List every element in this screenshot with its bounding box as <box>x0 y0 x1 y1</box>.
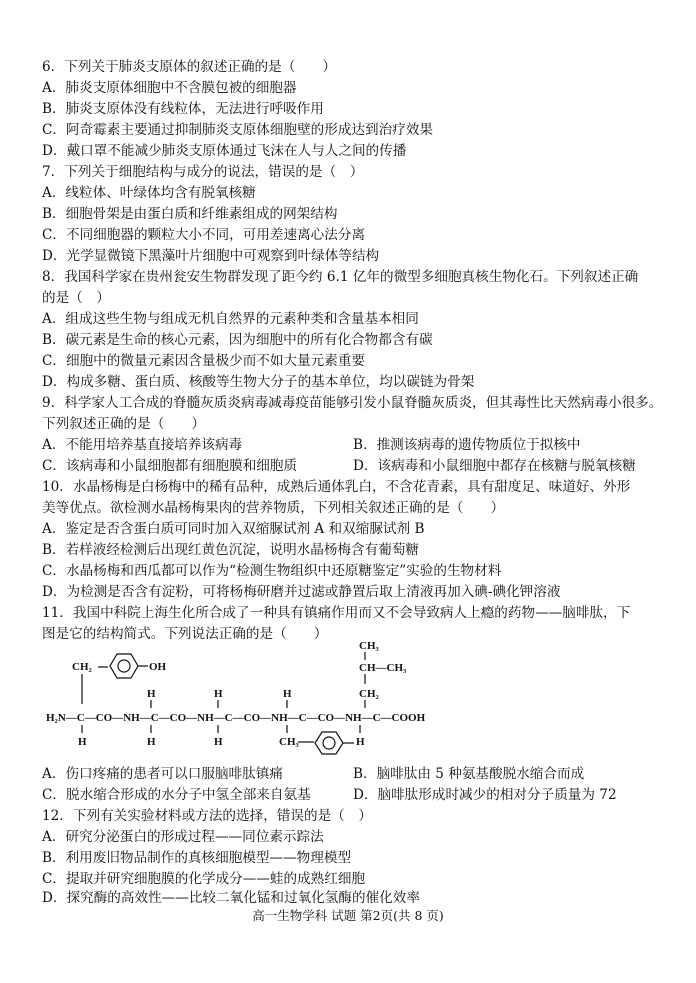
phenol-ring <box>110 654 138 678</box>
formula-ch3-bottom: CH₃ <box>279 736 299 748</box>
formula-ch2-left: CH₂ <box>72 661 92 673</box>
formula-h-top-4: H <box>283 688 292 700</box>
q12-option-c: C．提取并研究细胞膜的化学成分——蛙的成熟红细胞 <box>42 871 366 887</box>
q9-stem-line2: 下列叙述正确的是（ ） <box>42 416 206 432</box>
q10-stem-line1: 10．水晶杨梅是白杨梅中的稀有品种，成熟后通体乳白，不含花青素，具有甜度足、味道好、外形 <box>42 479 631 495</box>
q10-option-c: C．水晶杨梅和西瓜都可以作为“检测生物组织中还原糖鉴定”实验的生物材料 <box>42 563 502 579</box>
formula-main-chain: H₂N—C—CO—NH—C—CO—NH—C—CO—NH—C—CO—NH—C—COOH <box>46 712 426 724</box>
q12-option-d: D．探究酶的高效性——比较二氧化锰和过氧化氢酶的催化效率 <box>42 890 420 906</box>
q12-option-a: A．研究分泌蛋白的形成过程——同位素示踪法 <box>42 829 324 845</box>
q9-stem-line1: 9．科学家人工合成的脊髓灰质炎病毒减毒疫苗能够引发小鼠脊髓灰质炎，但其毒性比天然病毒小很多。 <box>42 395 663 411</box>
formula-ch2-right: CH₂ <box>359 688 379 700</box>
q6-option-a: A．肺炎支原体细胞中不含膜包被的细胞器 <box>42 80 297 96</box>
q11-option-b: B．脑啡肽由 5 种氨基酸脱水缩合而成 <box>353 766 585 782</box>
q11-option-d: D．脑啡肽形成时减少的相对分子质量为 72 <box>353 787 617 803</box>
formula-h-top-3: H <box>214 688 223 700</box>
q9-option-b: B．推测该病毒的遗传物质位于拟核中 <box>353 437 581 453</box>
formula-h-bottom-5: H <box>356 736 365 748</box>
q11-stem-line1: 11．我国中科院上海生化所合成了一种具有镇痛作用而又不会导致病人上瘾的药物——脑啡肽，下 <box>42 605 631 621</box>
q8-stem-line1: 8．我国科学家在贵州瓮安生物群发现了距今约 6.1 亿年的微型多细胞真核生物化石。下列叙述正确 <box>42 269 639 285</box>
q9-option-c: C．该病毒和小鼠细胞都有细胞膜和细胞质 <box>42 458 298 474</box>
q7-option-b: B．细胞骨架是由蛋白质和纤维素组成的网架结构 <box>42 206 338 222</box>
q10-option-a: A．鉴定是否含蛋白质可同时加入双缩脲试剂 A 和双缩脲试剂 B <box>42 521 425 537</box>
q6-stem: 6．下列关于肺炎支原体的叙述正确的是（ ） <box>42 59 337 75</box>
enkephalin-structural-formula <box>42 640 442 755</box>
formula-h-bottom-1: H <box>78 736 87 748</box>
formula-ch3-top: CH₃ <box>359 640 379 652</box>
q6-option-d: D．戴口罩不能减少肺炎支原体通过飞沫在人与人之间的传播 <box>42 143 407 159</box>
q11-option-c: C．脱水缩合形成的水分子中氢全部来自氨基 <box>42 787 311 803</box>
q8-option-a: A．组成这些生物与组成无机自然界的元素种类和含量基本相同 <box>42 311 419 327</box>
formula-h-bottom-3: H <box>214 736 223 748</box>
formula-oh: OH <box>149 661 167 673</box>
q7-option-d: D．光学显微镜下黑藻叶片细胞中可观察到叶绿体等结构 <box>42 248 380 264</box>
formula-h-bottom-2: H <box>147 736 156 748</box>
q6-option-b: B．肺炎支原体没有线粒体，无法进行呼吸作用 <box>42 101 324 117</box>
q10-stem-line2: 美等优点。欲检测水晶杨梅果肉的营养物质，下列相关叙述正确的是（ ） <box>42 500 505 516</box>
q12-option-b: B．利用废旧物品制作的真核细胞模型——物理模型 <box>42 850 352 866</box>
benzene-ring <box>315 732 343 754</box>
page-footer: 高一生物学科 试题 第2页(共 8 页) <box>252 908 444 923</box>
formula-h-top-2: H <box>147 688 156 700</box>
q9-option-a: A．不能用培养基直接培养该病毒 <box>42 437 243 453</box>
q10-option-d: D．为检测是否含有淀粉，可将杨梅研磨并过滤或静置后取上清液再加入碘-碘化钾溶液 <box>42 584 561 600</box>
q8-option-b: B．碳元素是生命的核心元素，因为细胞中的所有化合物都含有碳 <box>42 332 433 348</box>
q6-option-c: C．阿奇霉素主要通过抑制肺炎支原体细胞壁的形成达到治疗效果 <box>42 122 434 138</box>
q7-option-a: A．线粒体、叶绿体均含有脱氧核糖 <box>42 185 256 201</box>
q11-option-a: A．伤口疼痛的患者可以口服脑啡肽镇痛 <box>42 766 283 782</box>
q11-stem-line2: 图是它的结构简式。下列说法正确的是（ ） <box>42 626 328 642</box>
q9-option-d: D．该病毒和小鼠细胞中都存在核糖与脱氧核糖 <box>353 458 636 474</box>
q7-option-c: C．不同细胞器的颗粒大小不同，可用差速离心法分离 <box>42 227 366 243</box>
q7-stem: 7．下列关于细胞结构与成分的说法，错误的是（ ） <box>42 164 364 180</box>
q8-option-d: D．构成多糖、蛋白质、核酸等生物大分子的基本单位，均以碳链为骨架 <box>42 374 475 390</box>
q12-stem: 12．下列有关实验材料或方法的选择，错误的是（ ） <box>42 808 372 824</box>
q8-option-c: C．细胞中的微量元素因含量极少而不如大量元素重要 <box>42 353 366 369</box>
q8-stem-line2: 的是（ ） <box>42 290 110 306</box>
formula-ch-ch3: CH—CH₃ <box>359 662 407 674</box>
q10-option-b: B．若样液经检测后出现红黄色沉淀，说明水晶杨梅含有葡萄糖 <box>42 542 420 558</box>
